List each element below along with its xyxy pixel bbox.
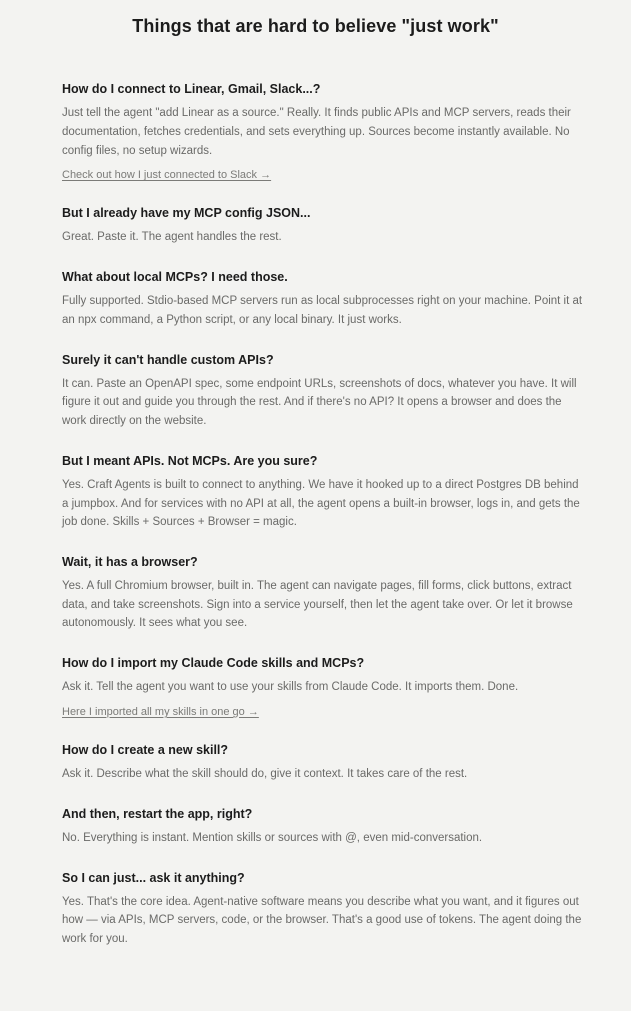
faq-question: So I can just... ask it anything? — [62, 870, 245, 885]
faq-question: But I already have my MCP config JSON... — [62, 206, 311, 221]
faq-item — [62, 655, 583, 720]
faq-question: But I meant APIs. Not MCPs. Are you sure? — [62, 453, 318, 468]
faq-question: Wait, it has a browser? — [62, 554, 198, 569]
faq-item — [62, 870, 583, 949]
faq-link[interactable]: Here I imported all my skills in one go → — [62, 705, 259, 718]
faq-item — [62, 806, 583, 848]
faq-answer: It can. Paste an OpenAPI spec, some endpoint URLs, screenshots of docs, whatever you have. It will figure it out and guide you through the rest. And if there's no API? It opens a browser and does the work directly on the website. — [62, 377, 577, 427]
faq-answer: Yes. That's the core idea. Agent-native software means you describe what you want, and it figures out how — via APIs, MCP servers, code, or the browser. That's a good use of tokens. The agent doing the work for you. — [62, 895, 582, 945]
faq-item — [62, 205, 583, 247]
faq-item — [62, 453, 583, 532]
faq-item — [62, 81, 583, 183]
faq-question: Surely it can't handle custom APIs? — [62, 352, 274, 367]
faq-link[interactable]: Check out how I just connected to Slack → — [62, 169, 272, 182]
faq-answer: Ask it. Tell the agent you want to use your skills from Claude Code. It imports them. Done. — [62, 681, 519, 694]
faq-question: How do I create a new skill? — [62, 742, 229, 757]
faq-list — [0, 81, 631, 949]
faq-question: And then, restart the app, right? — [62, 806, 253, 821]
faq-answer: Ask it. Describe what the skill should do, give it context. It takes care of the rest. — [62, 768, 468, 780]
faq-question: How do I connect to Linear, Gmail, Slack...? — [62, 82, 321, 96]
faq-answer: Just tell the agent "add Linear as a source." Really. It finds public APIs and MCP servers, reads their documentation, fetches credentials, and sets everything up. Sources become instantly available. No config files, no setup wizards. — [62, 107, 571, 157]
faq-answer: Fully supported. Stdio-based MCP servers run as local subprocesses right on your machine. Point it at an npx command, a Python script, or any local binary. It just works. — [62, 295, 583, 326]
faq-answer: Yes. A full Chromium browser, built in. The agent can navigate pages, fill forms, click buttons, extract data, and take screenshots. Sign into a service yourself, then let the agent take over. Or let it browse autonomously. It sees what you see. — [62, 580, 573, 630]
faq-question: How do I import my Claude Code skills and MCPs? — [62, 655, 365, 670]
faq-answer: Yes. Craft Agents is built to connect to anything. We have it hooked up to a direct Postgres DB behind a jumpbox. And for services with no API at all, the agent opens a built-in browser, logs in, and gets the job done. Skills + Sources + Browser = magic. — [62, 478, 580, 529]
faq-item — [62, 269, 583, 330]
faq-answer: Great. Paste it. The agent handles the rest. — [62, 231, 282, 244]
faq-question: What about local MCPs? I need those. — [62, 270, 288, 284]
page-title: Things that are hard to believe "just work" — [132, 16, 499, 36]
faq-answer: No. Everything is instant. Mention skills or sources with @, even mid-conversation. — [62, 831, 483, 844]
faq-item — [62, 554, 583, 633]
faq-item — [62, 352, 583, 431]
faq-item — [62, 742, 583, 784]
